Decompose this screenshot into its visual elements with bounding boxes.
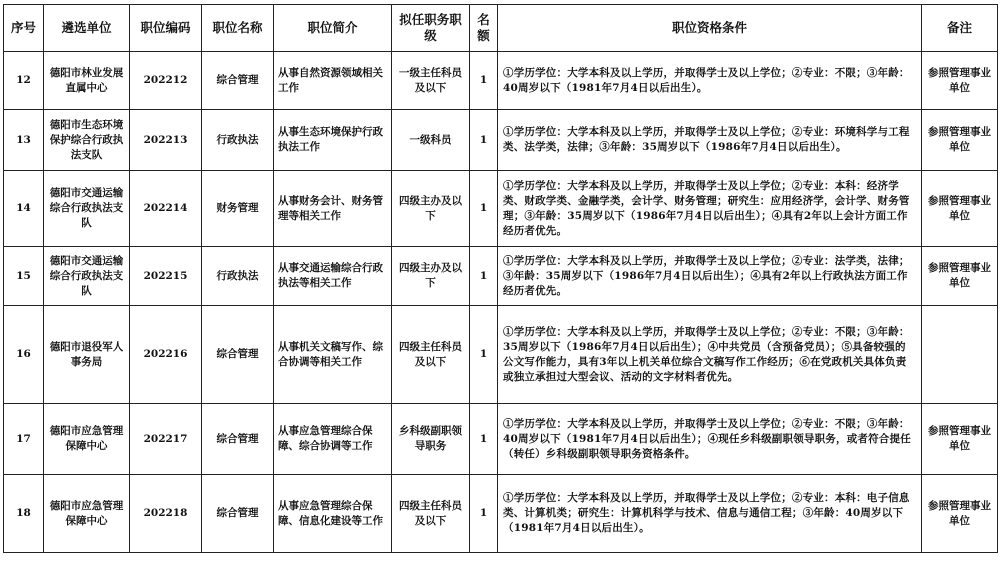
header-row xyxy=(4,5,998,52)
cell-intro: 从事财务会计、财务管理等相关工作 xyxy=(274,171,392,247)
cell-count: 1 xyxy=(470,475,498,553)
cell-count: 1 xyxy=(470,110,498,171)
cell-code: 202218 xyxy=(130,475,202,553)
table-row xyxy=(4,404,998,475)
header-unit: 遴选单位 xyxy=(44,5,130,52)
cell-no: 13 xyxy=(4,110,44,171)
positions-table xyxy=(3,4,998,553)
cell-no: 16 xyxy=(4,306,44,404)
cell-intro: 从事机关文稿写作、综合协调等相关工作 xyxy=(274,306,392,404)
cell-requirements: ①学历学位：大学本科及以上学历，并取得学士及以上学位；②专业：不限；③年龄：40周岁以下（1981年7月4日以后出生）；④现任乡科级副职领导职务，或者符合提任（转任）乡科级副职领导职务资格条件。 xyxy=(498,404,922,475)
cell-name: 综合管理 xyxy=(202,306,274,404)
cell-rank: 四级主办及以下 xyxy=(392,247,470,306)
cell-count: 1 xyxy=(470,404,498,475)
cell-note: 参照管理事业单位 xyxy=(922,247,998,306)
cell-name: 综合管理 xyxy=(202,475,274,553)
cell-name: 行政执法 xyxy=(202,110,274,171)
cell-unit: 德阳市交通运输综合行政执法支队 xyxy=(44,247,130,306)
cell-name: 财务管理 xyxy=(202,171,274,247)
cell-rank: 乡科级副职领导职务 xyxy=(392,404,470,475)
cell-no: 15 xyxy=(4,247,44,306)
cell-count: 1 xyxy=(470,306,498,404)
cell-code: 202212 xyxy=(130,52,202,110)
cell-intro: 从事交通运输综合行政执法等相关工作 xyxy=(274,247,392,306)
cell-count: 1 xyxy=(470,171,498,247)
cell-note: 参照管理事业单位 xyxy=(922,171,998,247)
cell-unit: 德阳市林业发展直属中心 xyxy=(44,52,130,110)
cell-code: 202213 xyxy=(130,110,202,171)
table-row xyxy=(4,306,998,404)
cell-requirements: ①学历学位：大学本科及以上学历，并取得学士及以上学位；②专业：不限；③年龄：40周岁以下（1981年7月4日以后出生）。 xyxy=(498,52,922,110)
cell-name: 行政执法 xyxy=(202,247,274,306)
header-note: 备注 xyxy=(922,5,998,52)
cell-unit: 德阳市应急管理保障中心 xyxy=(44,475,130,553)
table-row xyxy=(4,52,998,110)
cell-no: 12 xyxy=(4,52,44,110)
cell-requirements: ①学历学位：大学本科及以上学历，并取得学士及以上学位；②专业：本科：电子信息类、计算机类；研究生：计算机科学与技术、信息与通信工程；③年龄：40周岁以下（1981年7月4日以后出生）。 xyxy=(498,475,922,553)
header-code: 职位编码 xyxy=(130,5,202,52)
header-count: 名额 xyxy=(470,5,498,52)
cell-no: 17 xyxy=(4,404,44,475)
cell-unit: 德阳市交通运输综合行政执法支队 xyxy=(44,171,130,247)
header-name: 职位名称 xyxy=(202,5,274,52)
cell-unit: 德阳市应急管理保障中心 xyxy=(44,404,130,475)
table-row xyxy=(4,247,998,306)
cell-intro: 从事生态环境保护行政执法工作 xyxy=(274,110,392,171)
cell-code: 202216 xyxy=(130,306,202,404)
cell-rank: 一级主任科员及以下 xyxy=(392,52,470,110)
cell-note: 参照管理事业单位 xyxy=(922,475,998,553)
cell-requirements: ①学历学位：大学本科及以上学历，并取得学士及以上学位；②专业：环境科学与工程类、法学类，法律；③年龄：35周岁以下（1986年7月4日以后出生）。 xyxy=(498,110,922,171)
cell-note: 参照管理事业单位 xyxy=(922,110,998,171)
cell-rank: 四级主任科员及以下 xyxy=(392,306,470,404)
cell-rank: 一级科员 xyxy=(392,110,470,171)
cell-intro: 从事应急管理综合保障、综合协调等工作 xyxy=(274,404,392,475)
table-row xyxy=(4,475,998,553)
cell-rank: 四级主任科员及以下 xyxy=(392,475,470,553)
cell-unit: 德阳市生态环境保护综合行政执法支队 xyxy=(44,110,130,171)
cell-name: 综合管理 xyxy=(202,52,274,110)
cell-note: 参照管理事业单位 xyxy=(922,52,998,110)
cell-count: 1 xyxy=(470,247,498,306)
header-requirements: 职位资格条件 xyxy=(498,5,922,52)
cell-unit: 德阳市退役军人事务局 xyxy=(44,306,130,404)
header-rank: 拟任职务职级 xyxy=(392,5,470,52)
cell-requirements: ①学历学位：大学本科及以上学历，并取得学士及以上学位；②专业：不限；③年龄：35周岁以下（1986年7月4日以后出生）；④中共党员（含预备党员）；⑤具备较强的公文写作能力，具有3年以上机关单位综合文稿写作工作经历；⑥在党政机关具体负责或独立承担过大型会议、活动的文字材料者优先。 xyxy=(498,306,922,404)
cell-name: 综合管理 xyxy=(202,404,274,475)
header-no: 序号 xyxy=(4,5,44,52)
cell-intro: 从事自然资源领域相关工作 xyxy=(274,52,392,110)
cell-code: 202215 xyxy=(130,247,202,306)
cell-requirements: ①学历学位：大学本科及以上学历，并取得学士及以上学位；②专业：本科：经济学类、财政学类、金融学类，会计学、财务管理；研究生：应用经济学，会计学、财务管理；③年龄：35周岁以下（1986年7月4日以后出生）；④具有2年以上会计方面工作经历者优先。 xyxy=(498,171,922,247)
cell-requirements: ①学历学位：大学本科及以上学历，并取得学士及以上学位；②专业：法学类，法律；③年龄：35周岁以下（1986年7月4日以后出生）；④具有2年以上行政执法方面工作经历者优先。 xyxy=(498,247,922,306)
cell-note xyxy=(922,306,998,404)
cell-no: 14 xyxy=(4,171,44,247)
cell-code: 202217 xyxy=(130,404,202,475)
table-row xyxy=(4,110,998,171)
cell-code: 202214 xyxy=(130,171,202,247)
cell-intro: 从事应急管理综合保障、信息化建设等工作 xyxy=(274,475,392,553)
table-row xyxy=(4,171,998,247)
cell-rank: 四级主办及以下 xyxy=(392,171,470,247)
cell-count: 1 xyxy=(470,52,498,110)
cell-no: 18 xyxy=(4,475,44,553)
cell-note: 参照管理事业单位 xyxy=(922,404,998,475)
header-intro: 职位简介 xyxy=(274,5,392,52)
